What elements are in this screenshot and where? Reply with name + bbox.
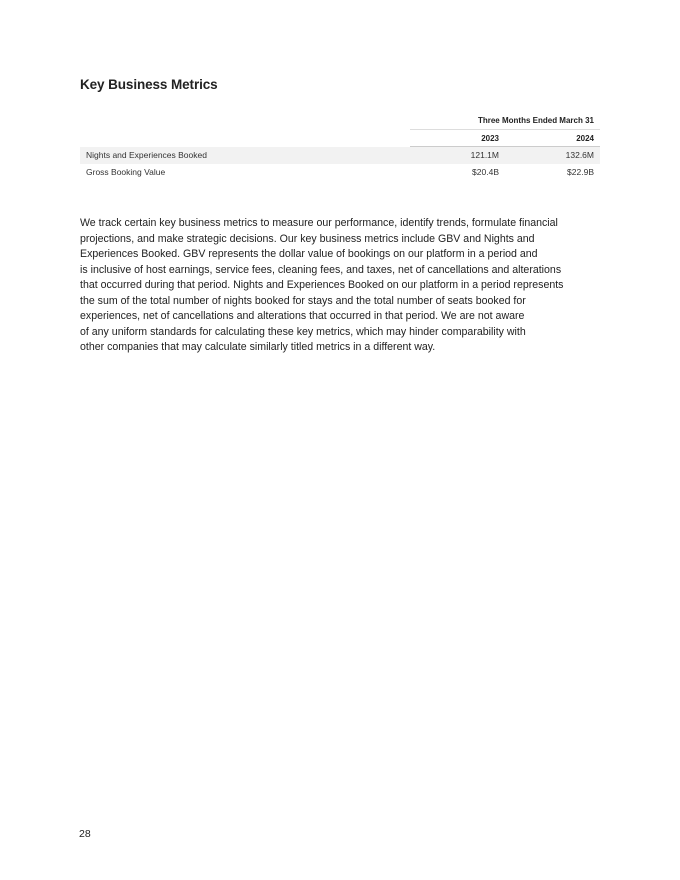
year-2023-header: 2023 <box>481 134 499 143</box>
page-number: 28 <box>79 828 91 840</box>
table-row <box>80 147 600 164</box>
year-2024-header: 2024 <box>576 134 594 143</box>
paragraph-line: Experiences Booked. GBV represents the dollar value of bookings on our platform in a period and <box>80 248 538 260</box>
paragraph-line: other companies that may calculate similarly titled metrics in a different way. <box>80 341 436 353</box>
paragraph-line: that occurred during that period. Nights and Experiences Booked on our platform in a period represents <box>80 279 564 291</box>
metrics-description-paragraph <box>80 216 600 356</box>
row-label: Nights and Experiences Booked <box>86 150 207 160</box>
paragraph-line: the sum of the total number of nights booked for stays and the total number of seats booked for <box>80 294 526 307</box>
table-row <box>80 164 600 181</box>
paragraph-line: projections, and make strategic decisions. Our key business metrics include GBV and Nights and <box>80 232 535 245</box>
year-header-row <box>410 130 600 147</box>
value-2024: 132.6M <box>565 150 594 160</box>
paragraph-line: is inclusive of host earnings, service fees, cleaning fees, and taxes, net of cancellations and alterations <box>80 263 562 276</box>
row-label: Gross Booking Value <box>86 167 166 177</box>
value-2023: $20.4B <box>472 167 499 177</box>
paragraph-line: We track certain key business metrics to measure our performance, identify trends, formulate financial <box>80 217 558 229</box>
period-header: Three Months Ended March 31 <box>410 112 600 130</box>
paragraph-line: of any uniform standards for calculating these key metrics, which may hinder comparability with <box>80 325 526 338</box>
value-2023: 121.1M <box>470 150 499 160</box>
paragraph-line: experiences, net of cancellations and alterations that occurred in that period. We are not aware <box>80 310 525 322</box>
section-title: Key Business Metrics <box>80 77 218 92</box>
value-2024: $22.9B <box>567 167 594 177</box>
